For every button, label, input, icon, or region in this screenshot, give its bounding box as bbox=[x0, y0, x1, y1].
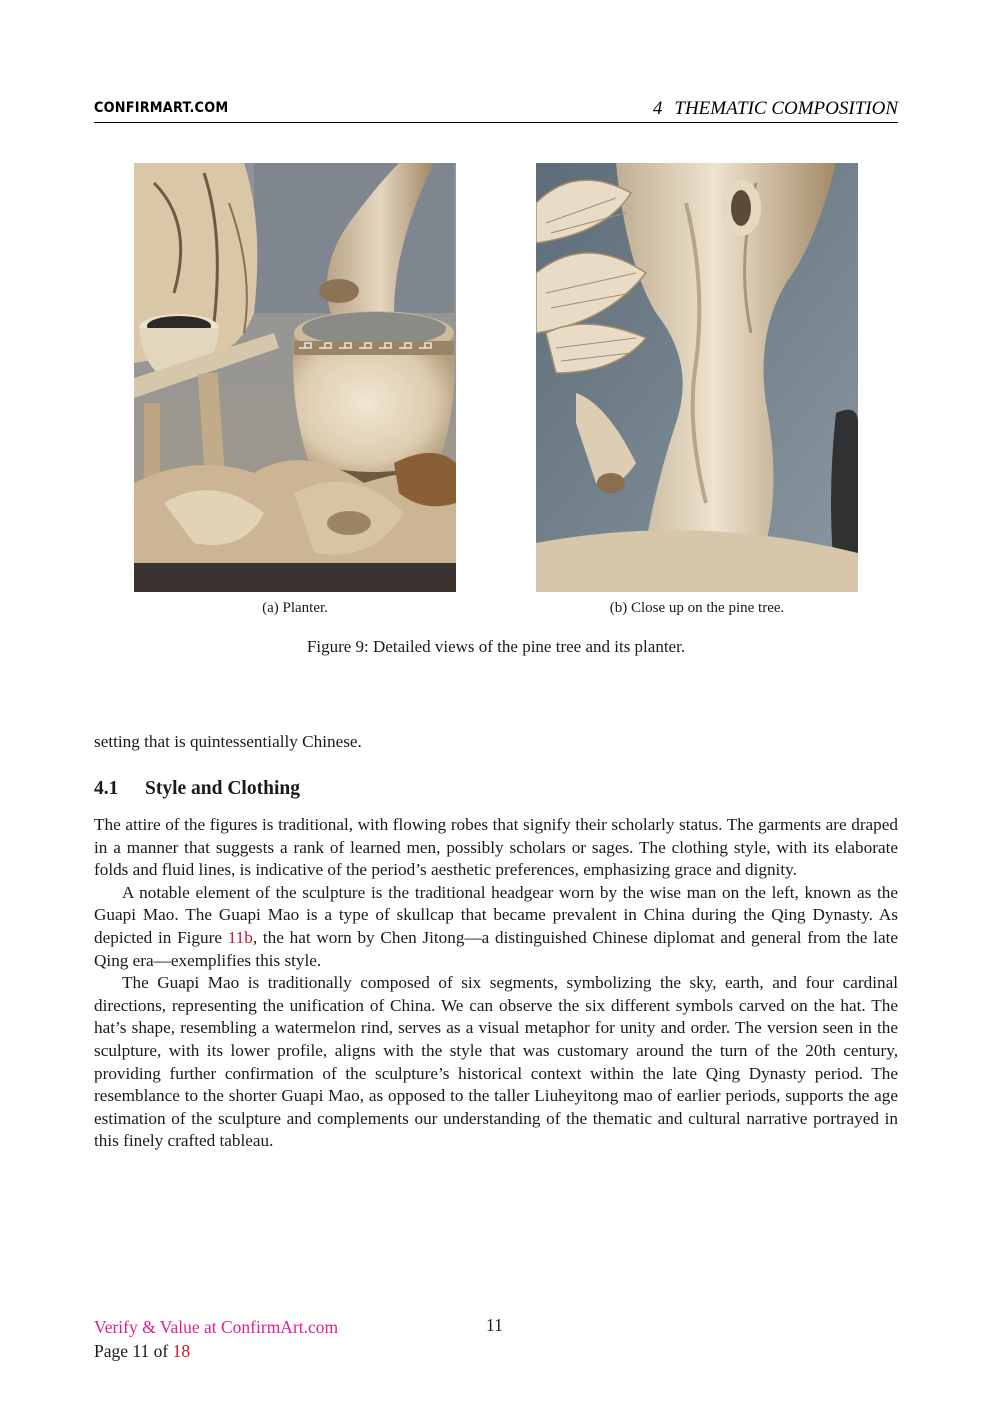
section-title: THEMATIC COMPOSITION bbox=[674, 98, 898, 119]
section-heading-number: 4.1 bbox=[94, 778, 119, 799]
page-count-prefix: Page 11 of bbox=[94, 1341, 173, 1361]
figure-planter-image bbox=[134, 163, 456, 592]
paragraph-2-text-before: A notable element of the sculpture is the traditional headgear worn by the wise man on the left, known as the Guapi Mao. The Guapi Mao is a type of skullcap that became prevalent in China during the Qing Dynasty. As depicted in Figure bbox=[94, 882, 898, 947]
header-logo[interactable]: CONFIRMART.COM bbox=[94, 100, 229, 116]
page-number: 11 bbox=[486, 1315, 503, 1335]
paragraph-3: The Guapi Mao is traditionally composed of six segments, symbolizing the sky, earth, and four cardinal directions, representing the unification of China. We can observe the six different symbols carved on the hat. The hat’s shape, resembling a watermelon rind, serves as a visual metaphor for unity and order. The version seen in the sculpture, with its lower profile, aligns with the style that was customary around the turn of the 20th century, providing further confirmation of the sculpture’s historical context within the late Qing Dynasty period. The resemblance to the shorter Guapi Mao, as opposed to the taller Liuheyitong mao of earlier periods, supports the age estimation of the sculpture and complements our understanding of the thematic and cultural narrative portrayed in this finely crafted tableau. bbox=[94, 973, 898, 1151]
figure-pine-tree-image bbox=[536, 163, 858, 592]
verify-value-link[interactable]: Verify & Value at ConfirmArt.com bbox=[94, 1317, 339, 1337]
figure-caption: Figure 9: Detailed views of the pine tree and its planter. bbox=[306, 637, 686, 656]
paragraph-2 bbox=[94, 882, 898, 972]
subfigure-caption-a: (a) Planter. bbox=[262, 600, 328, 616]
paragraph-1: The attire of the figures is traditional, with flowing robes that signify their scholarly status. The garments are draped in a manner that suggests a rank of learned men, possibly scholars or sages. The clothing style, with its elaborate folds and fluid lines, is indicative of the period’s aesthetic preferences, emphasizing grace and dignity. bbox=[94, 815, 898, 880]
page-footer bbox=[94, 1315, 338, 1363]
paragraph-2-text-after: , the hat worn by Chen Jitong—a distinguished Chinese diplomat and general from the late Qing era—exemplifies this style. bbox=[94, 927, 898, 970]
section-number: 4 bbox=[652, 98, 663, 119]
page-header bbox=[94, 96, 898, 123]
section-body bbox=[94, 814, 898, 1153]
section-heading-title: Style and Clothing bbox=[145, 778, 300, 799]
running-section-title bbox=[653, 98, 898, 120]
section-heading bbox=[94, 778, 300, 800]
subfigure-caption-b: (b) Close up on the pine tree. bbox=[609, 600, 785, 616]
continuation-paragraph: setting that is quintessentially Chinese. bbox=[94, 732, 362, 751]
figure-11b-link[interactable]: 11b bbox=[227, 927, 253, 947]
page-count bbox=[94, 1339, 338, 1363]
total-pages-link[interactable]: 18 bbox=[172, 1341, 191, 1361]
